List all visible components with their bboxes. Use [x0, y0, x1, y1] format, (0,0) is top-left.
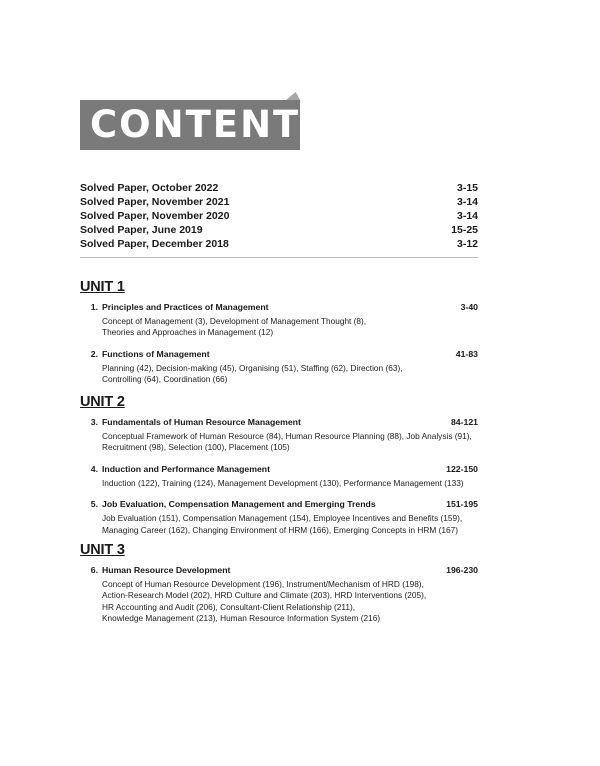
- chapter-entry[interactable]: [80, 301, 478, 339]
- solved-papers-list: [80, 181, 478, 258]
- chapter-number: 4.: [90, 463, 98, 474]
- chapter-number: 3.: [90, 417, 98, 427]
- chapter-topic-line: Planning (42), Decision-making (45), Organising (51), Staffing (62), Direction (63),: [102, 362, 403, 373]
- chapter-entry[interactable]: [80, 564, 478, 625]
- chapter-pages: 196-230: [446, 565, 478, 575]
- chapter-title: Fundamentals of Human Resource Management: [102, 417, 301, 427]
- solved-paper-title: Solved Paper, November 2020: [80, 210, 230, 222]
- solved-paper-pages: 3-15: [456, 182, 478, 194]
- unit-heading: UNIT 2: [80, 394, 125, 410]
- solved-paper-pages: 3-12: [456, 238, 478, 250]
- chapter-topic-line: Knowledge Management (213), Human Resource Information System (216): [102, 613, 381, 624]
- unit-heading: UNIT 1: [80, 279, 125, 295]
- chapter-number: 5.: [90, 499, 98, 510]
- chapter-title: Induction and Performance Management: [102, 463, 270, 474]
- chapter-topics: [102, 363, 478, 386]
- chapter-entry[interactable]: [80, 348, 478, 386]
- chapter-topic-line: Job Evaluation (151), Compensation Management (154), Employee Incentives and Benefits (159),: [102, 513, 463, 524]
- chapter-pages: 3-40: [460, 302, 478, 312]
- chapter-title: Principles and Practices of Management: [102, 302, 269, 312]
- unit-2-section: [80, 394, 478, 545]
- solved-paper-pages: 3-14: [456, 210, 478, 222]
- chapter-number: 2.: [90, 348, 98, 359]
- chapter-topic-line: Concept of Management (3), Development of Management Thought (8),: [102, 316, 367, 326]
- chapter-pages: 151-195: [446, 499, 478, 510]
- chapter-title: Functions of Management: [102, 348, 210, 359]
- chapter-title: Human Resource Development: [102, 565, 231, 575]
- chapter-pages: 41-83: [455, 348, 478, 359]
- solved-paper-title: Solved Paper, November 2021: [80, 196, 230, 208]
- contents-banner: [80, 100, 329, 150]
- solved-paper-row[interactable]: [80, 195, 478, 209]
- solved-paper-pages: 3-14: [456, 196, 478, 208]
- chapter-topics: [102, 478, 478, 489]
- chapter-topic-line: Action-Research Model (202), HRD Culture and Climate (203), HRD Interventions (205),: [102, 590, 427, 601]
- chapter-title: Job Evaluation, Compensation Management and Emerging Trends: [102, 499, 376, 510]
- banner-fold-decoration: [286, 92, 300, 100]
- chapter-topic-line: HR Accounting and Audit (206), Consultant-Client Relationship (211),: [102, 601, 356, 612]
- chapter-number: 1.: [90, 302, 98, 312]
- unit-1-section: [80, 279, 478, 395]
- unit-heading: UNIT 3: [80, 542, 125, 558]
- solved-paper-row[interactable]: [80, 181, 478, 195]
- chapter-entry[interactable]: [80, 498, 478, 536]
- solved-paper-title: Solved Paper, December 2018: [80, 238, 229, 250]
- unit-3-section: [80, 542, 478, 634]
- chapter-pages: 122-150: [446, 463, 478, 474]
- solved-paper-row[interactable]: [80, 209, 478, 223]
- page-title: CONTENTS: [90, 103, 329, 146]
- chapter-topic-line: Recruitment (98), Selection (100), Placement (105): [102, 442, 290, 453]
- chapter-topics: [102, 431, 478, 454]
- chapter-topics: [102, 513, 478, 536]
- chapter-topic-line: Managing Career (162), Changing Environment of HRM (166), Emerging Concepts in HRM (167): [102, 524, 459, 535]
- chapter-topic-line: Theories and Approaches in Management (12): [102, 327, 274, 338]
- chapter-topic-line: Induction (122), Training (124), Management Development (130), Performance Management (133): [102, 477, 464, 488]
- chapter-topics: [102, 579, 478, 625]
- chapter-topic-line: Controlling (64), Coordination (66): [102, 374, 228, 385]
- chapter-topic-line: Conceptual Framework of Human Resource (84), Human Resource Planning (88), Job Analysis (91),: [102, 431, 472, 441]
- solved-paper-row[interactable]: [80, 237, 478, 251]
- chapter-pages: 84-121: [450, 417, 478, 427]
- solved-paper-row[interactable]: [80, 223, 478, 237]
- chapter-topics: [102, 316, 478, 339]
- chapter-entry[interactable]: [80, 416, 478, 454]
- solved-paper-title: Solved Paper, June 2019: [80, 224, 203, 236]
- chapter-topic-line: Concept of Human Resource Development (196), Instrument/Mechanism of HRD (198),: [102, 579, 424, 589]
- solved-paper-pages: 15-25: [451, 224, 478, 236]
- chapter-entry[interactable]: [80, 463, 478, 489]
- chapter-number: 6.: [90, 565, 98, 575]
- solved-paper-title: Solved Paper, October 2022: [80, 182, 219, 194]
